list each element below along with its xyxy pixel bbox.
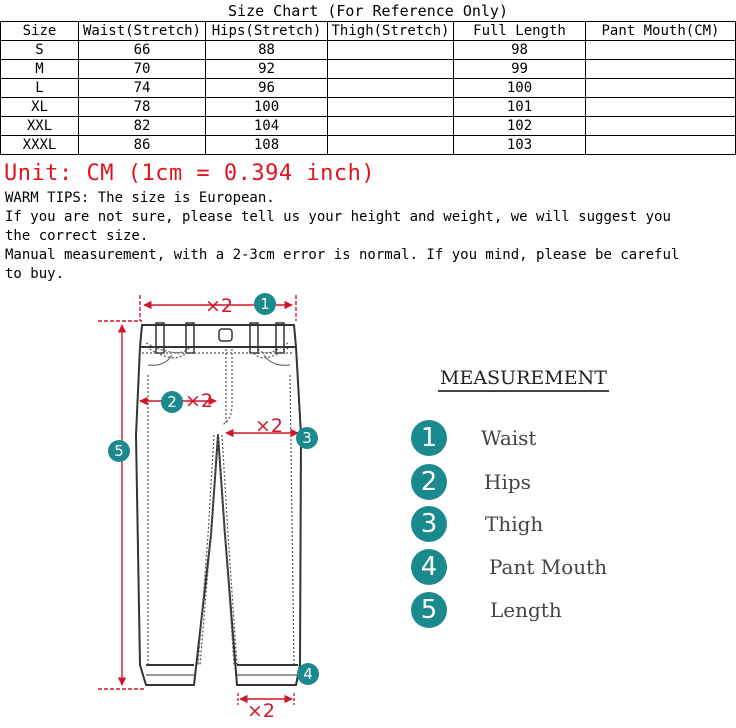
legend-number-2: 2 [411, 464, 447, 500]
advice-text-line-1: If you are not sure, please tell us your height and weight, we will suggest you [5, 209, 671, 225]
table-row [1, 41, 736, 60]
cell-full-length: 99 [454, 60, 586, 79]
unit-note: Unit: CM (1cm = 0.394 inch) [4, 161, 376, 186]
svg-text:2: 2 [167, 393, 177, 411]
cell-waist: 78 [79, 98, 206, 117]
cell-pant-mouth [586, 41, 736, 60]
cell-waist: 74 [79, 79, 206, 98]
legend-label-hips: Hips [484, 470, 531, 494]
measurement-note-line-2: to buy. [5, 266, 65, 282]
table-row [1, 98, 736, 117]
marker-3 [296, 427, 318, 449]
warm-tips-text: WARM TIPS: The size is European. [5, 190, 275, 206]
measurement-note-line-1: Manual measurement, with a 2-3cm error is normal. If you mind, please be careful [5, 247, 680, 263]
cell-full-length: 101 [454, 98, 586, 117]
cell-waist: 66 [79, 41, 206, 60]
column-header-pant-mouth: Pant Mouth(CM) [586, 22, 736, 41]
cell-size: XL [1, 98, 79, 117]
cell-hips: 96 [206, 79, 328, 98]
cell-waist: 82 [79, 117, 206, 136]
legend-label-length: Length [490, 598, 562, 622]
measurement-legend [405, 360, 665, 640]
cell-full-length: 100 [454, 79, 586, 98]
column-header-full-length: Full Length [454, 22, 586, 41]
cell-pant-mouth [586, 79, 736, 98]
legend-title: MEASUREMENT [438, 367, 609, 392]
legend-label-pant-mouth: Pant Mouth [489, 555, 608, 579]
svg-text:3: 3 [302, 429, 312, 447]
thigh-multiplier: ×2 [255, 415, 284, 437]
cell-waist: 70 [79, 60, 206, 79]
table-header-row [1, 22, 736, 41]
pants-outline [136, 325, 301, 685]
cell-hips: 100 [206, 98, 328, 117]
cell-thigh [328, 60, 454, 79]
cell-thigh [328, 136, 454, 155]
cell-hips: 92 [206, 60, 328, 79]
cell-size: M [1, 60, 79, 79]
table-row [1, 79, 736, 98]
legend-item-waist [411, 420, 661, 460]
table-row [1, 136, 736, 155]
button [219, 329, 232, 341]
cell-full-length: 102 [454, 117, 586, 136]
cell-thigh [328, 41, 454, 60]
cell-waist: 86 [79, 136, 206, 155]
legend-number-1: 1 [411, 420, 447, 456]
cell-thigh [328, 98, 454, 117]
column-header-waist: Waist(Stretch) [79, 22, 206, 41]
cell-size: L [1, 79, 79, 98]
cell-pant-mouth [586, 117, 736, 136]
cell-size: XXL [1, 117, 79, 136]
size-table [0, 21, 736, 155]
cell-pant-mouth [586, 98, 736, 117]
pant-mouth-multiplier: ×2 [247, 700, 276, 722]
legend-item-hips [411, 464, 661, 504]
svg-text:4: 4 [303, 665, 313, 683]
cell-pant-mouth [586, 60, 736, 79]
size-chart-title: Size Chart (For Reference Only) [228, 2, 508, 20]
pants-diagram [0, 285, 400, 728]
legend-item-pant-mouth [411, 549, 661, 589]
cell-size: S [1, 41, 79, 60]
column-header-thigh: Thigh(Stretch) [328, 22, 454, 41]
legend-label-waist: Waist [481, 426, 537, 450]
marker-4 [297, 663, 319, 685]
marker-1 [254, 293, 276, 315]
cell-pant-mouth [586, 136, 736, 155]
cell-full-length: 98 [454, 41, 586, 60]
cell-full-length: 103 [454, 136, 586, 155]
svg-text:5: 5 [114, 442, 124, 460]
cell-hips: 104 [206, 117, 328, 136]
legend-item-length [411, 592, 661, 632]
column-header-hips: Hips(Stretch) [206, 22, 328, 41]
cell-thigh [328, 79, 454, 98]
table-row [1, 60, 736, 79]
column-header-size: Size [1, 22, 79, 41]
waist-multiplier: ×2 [205, 295, 234, 317]
hips-multiplier: ×2 [185, 390, 214, 412]
advice-text-line-2: the correct size. [5, 228, 149, 244]
marker-5 [108, 440, 130, 462]
legend-number-5: 5 [411, 592, 447, 628]
table-row [1, 117, 736, 136]
legend-label-thigh: Thigh [485, 512, 544, 536]
cell-hips: 108 [206, 136, 328, 155]
cell-size: XXXL [1, 136, 79, 155]
legend-number-4: 4 [411, 549, 447, 585]
marker-2 [161, 391, 183, 413]
cell-hips: 88 [206, 41, 328, 60]
svg-text:1: 1 [260, 295, 270, 313]
cell-thigh [328, 117, 454, 136]
legend-number-3: 3 [411, 506, 447, 542]
legend-item-thigh [411, 506, 661, 546]
